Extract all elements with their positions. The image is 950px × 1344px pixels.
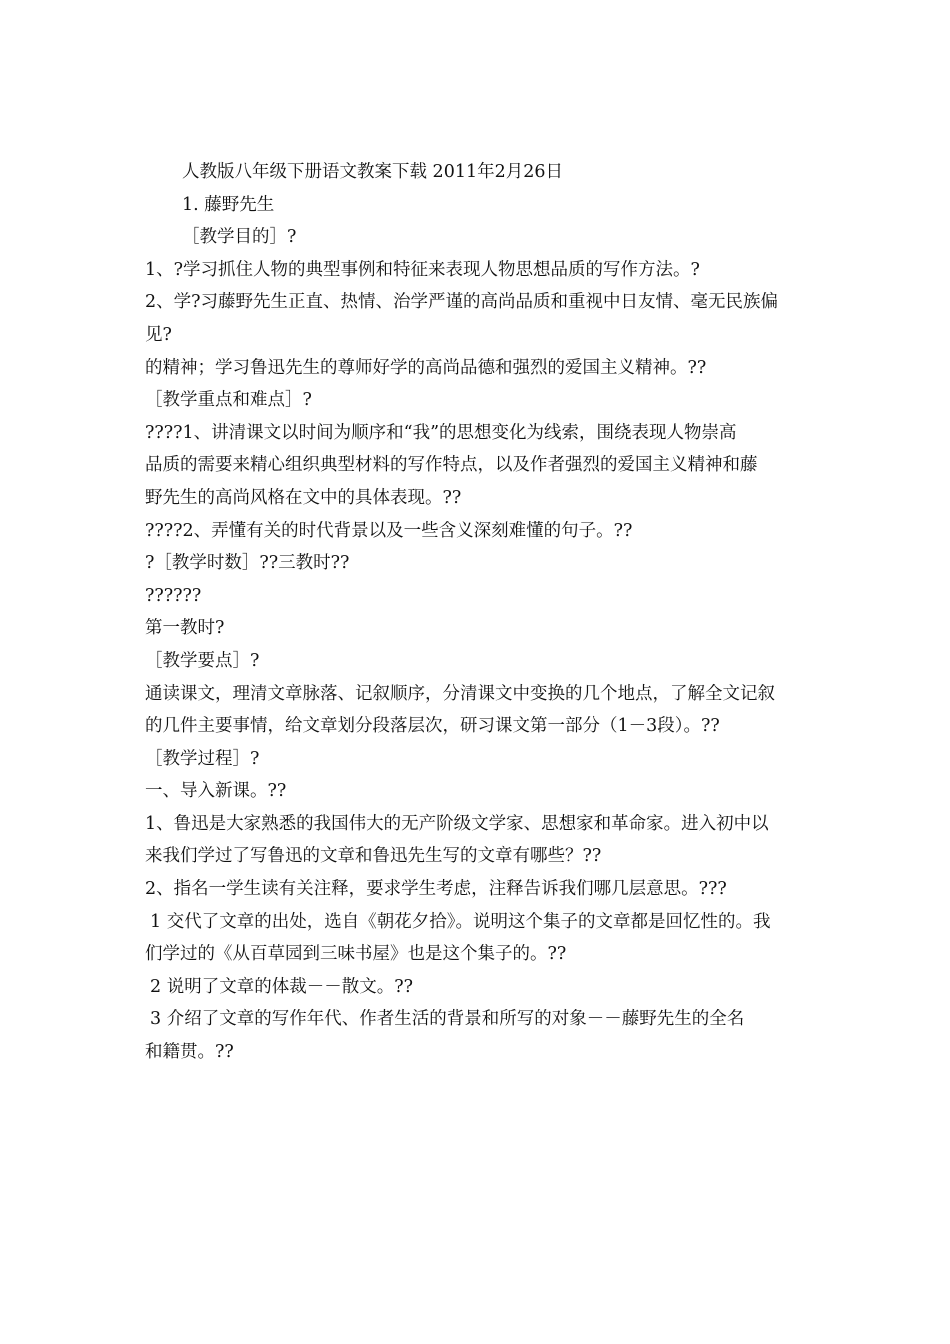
paragraph-line: 1、鲁迅是大家熟悉的我国伟大的无产阶级文学家、思想家和革命家。进入初中以 <box>145 813 769 834</box>
paragraph-line: 的精神；学习鲁迅先生的尊师好学的高尚品德和强烈的爱国主义精神。?? <box>145 357 707 378</box>
lesson-title: 1. 藤野先生 <box>182 194 275 215</box>
paragraph-line: 一、导入新课。?? <box>145 781 287 802</box>
section-heading-hours: ?［教学时数］??三教时?? <box>145 553 350 574</box>
section-heading-first-lesson: 第一教时? <box>145 618 225 639</box>
paragraph-line: 们学过的《从百草园到三味书屋》也是这个集子的。?? <box>145 944 567 965</box>
paragraph-line: ?????? <box>145 585 202 606</box>
paragraph-line: 来我们学过了写鲁迅的文章和鲁迅先生写的文章有哪些？?? <box>145 846 602 867</box>
section-heading-main-points: ［教学要点］? <box>145 650 260 671</box>
paragraph-line: 2、指名一学生读有关注释，要求学生考虑，注释告诉我们哪几层意思。??? <box>145 879 727 900</box>
list-item-line: 3 介绍了文章的写作年代、作者生活的背景和所写的对象－－藤野先生的全名 <box>150 1009 745 1030</box>
paragraph-line: 野先生的高尚风格在文中的具体表现。?? <box>145 487 462 508</box>
section-heading-process: ［教学过程］? <box>145 748 260 769</box>
paragraph-line: 和籍贯。?? <box>145 1042 234 1063</box>
paragraph-line: 品质的需要来精心组织典型材料的写作特点，以及作者强烈的爱国主义精神和藤 <box>145 455 758 476</box>
paragraph-line: 2、学?习藤野先生正直、热情、治学严谨的高尚品质和重视中日友情、毫无民族偏 <box>145 292 779 313</box>
list-item-line: 1 交代了文章的出处，选自《朝花夕拾》。说明这个集子的文章都是回忆性的。我 <box>150 911 771 932</box>
paragraph-line: 1、?学习抓住人物的典型事例和特征来表现人物思想品质的写作方法。? <box>145 259 700 280</box>
section-heading-key-points: ［教学重点和难点］? <box>145 390 312 411</box>
list-item-line: 2 说明了文章的体裁－－散文。?? <box>150 976 413 997</box>
document-body <box>145 156 810 1069</box>
section-heading-objectives: ［教学目的］? <box>182 227 297 248</box>
paragraph-line: ????2、弄懂有关的时代背景以及一些含义深刻难懂的句子。?? <box>145 520 633 541</box>
doc-title-line: 人教版八年级下册语文教案下载 2011年2月26日 <box>182 162 563 182</box>
paragraph-line: 的几件主要事情，给文章划分段落层次，研习课文第一部分（1－3段）。?? <box>145 716 720 737</box>
paragraph-line: 通读课文，理清文章脉落、记叙顺序，分清课文中变换的几个地点，了解全文记叙 <box>145 683 775 704</box>
paragraph-line: 见? <box>145 324 172 345</box>
paragraph-line: ????1、讲清课文以时间为顺序和“我”的思想变化为线索，围绕表现人物崇高 <box>145 422 737 443</box>
